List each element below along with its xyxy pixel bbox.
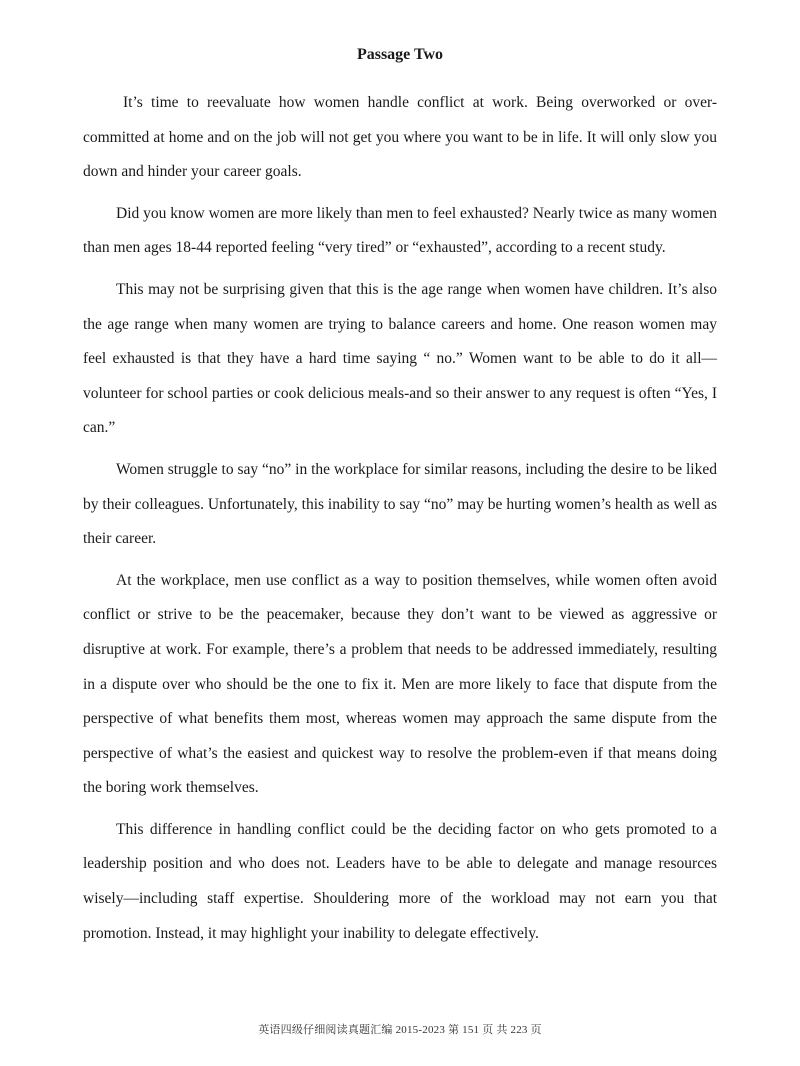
paragraph: At the workplace, men use conflict as a way to position themselves, while women often avoid conflict or strive to be the peacemaker, because they don’t want to be viewed as aggressive or disruptive at work. For example, there’s a problem that needs to be addressed immediately, resulting in a dispute over who should be the one to fix it. Men are more likely to face that dispute from the perspective of what benefits them most, whereas women may approach the same dispute from the perspective of what’s the easiest and quickest way to resolve the problem-even if that means doing the boring work themselves. [83, 571, 717, 797]
paragraph: This difference in handling conflict could be the deciding factor on who gets promoted to a leadership position and who does not. Leaders have to be able to delegate and manage resources wisely—including staff expertise. Shouldering more of the workload may not earn you that promotion. Instead, it may highlight your inability to delegate effectively. [83, 820, 717, 942]
paragraph: This may not be surprising given that this is the age range when women have children. It’s also the age range when many women are trying to balance careers and home. One reason women may feel exhausted is that they have a hard time saying “ no.” Women want to be able to do it all—volunteer for school parties or cook delicious meals-and so their answer to any request is often “Yes, I can.” [83, 280, 717, 437]
passage-body [83, 86, 717, 958]
paragraph: It’s time to reevaluate how women handle conflict at work. Being overworked or over-committed at home and on the job will not get you where you want to be in life. It will only slow you down and hinder your career goals. [83, 94, 717, 181]
paragraph: Did you know women are more likely than men to feel exhausted? Nearly twice as many women than men ages 18-44 reported feeling “very tired” or “exhausted”, according to a recent study. [83, 204, 717, 257]
paragraph: Women struggle to say “no” in the workplace for similar reasons, including the desire to be liked by their colleagues. Unfortunately, this inability to say “no” may be hurting women’s health as well as their career. [83, 460, 717, 548]
passage-title: Passage Two [356, 46, 444, 63]
page-footer: 英语四级仔细阅读真题汇编 2015-2023 第 151 页 共 223 页 [258, 1024, 542, 1036]
